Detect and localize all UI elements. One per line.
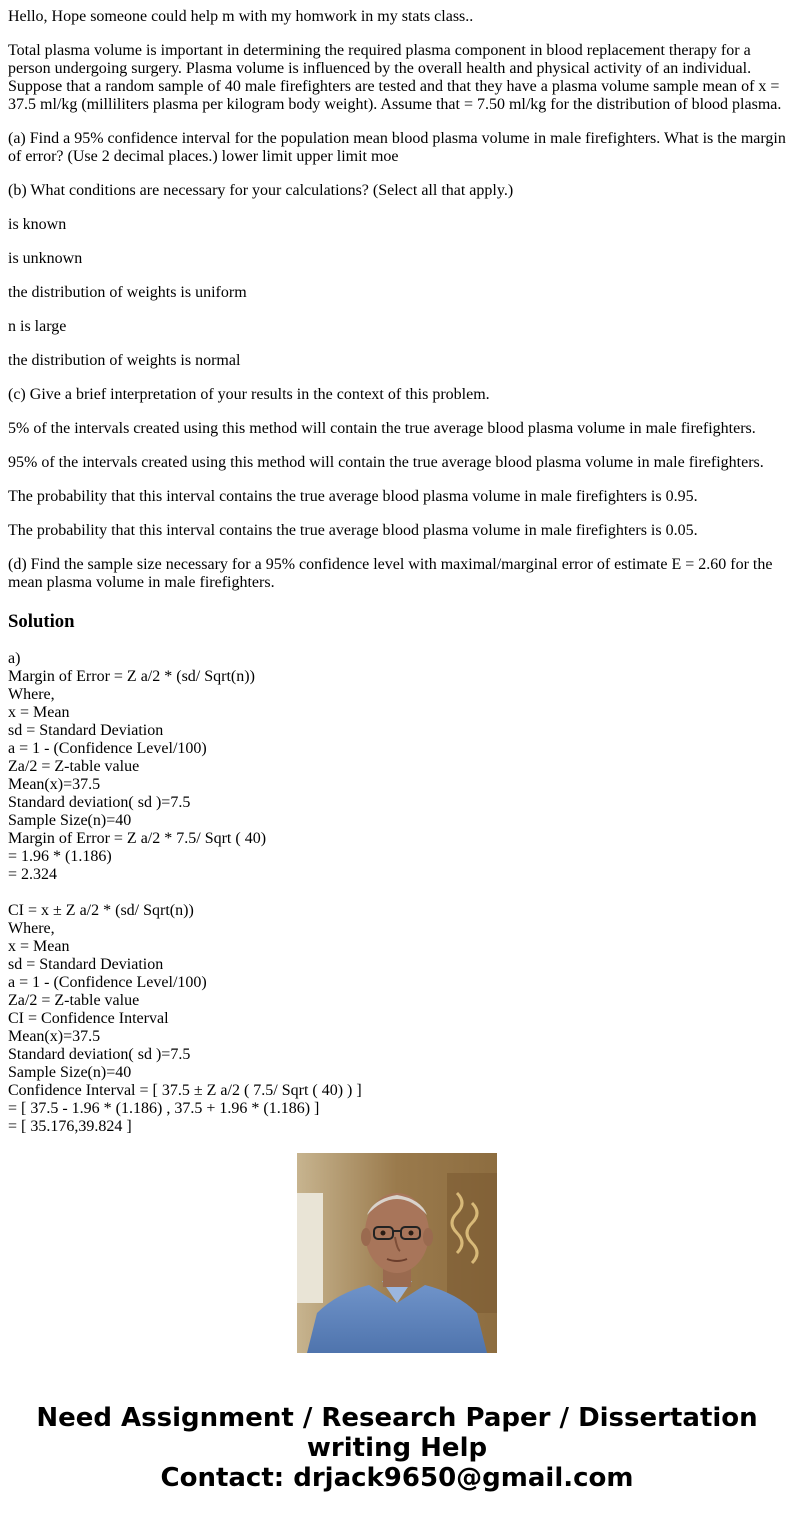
option-text: 95% of the intervals created using this method will contain the true average blood plasma volume in male firefighters. [8, 454, 764, 471]
solution-line: CI = Confidence Interval [8, 1010, 169, 1027]
solution-line: Za/2 = Z-table value [8, 758, 140, 775]
solution-line: = [ 37.5 - 1.96 * (1.186) , 37.5 + 1.96 * (1.186) ] [8, 1100, 320, 1117]
solution-line: sd = Standard Deviation [8, 722, 164, 739]
promo-line: writing Help [306, 1433, 488, 1463]
solution-line: CI = x ± Z a/2 * (sd/ Sqrt(n)) [8, 902, 194, 919]
solution-line: a) [8, 650, 21, 667]
option-text: is known [8, 216, 67, 233]
question-paragraph: (c) Give a brief interpretation of your results in the context of this problem. [8, 386, 490, 403]
question-paragraph: Total plasma volume is important in determining the required plasma component in blood replacement therapy for a person undergoing surgery. Plasma volume is influenced by the overall health and physical activity of an individual. Suppose that a random sample of 40 male firefighters are tested and that they have a plasma volume sample mean of x = 37.5 ml/kg (milliliters plasma per kilogram body weight). Assume that = 7.50 ml/kg for the distribution of blood plasma. [8, 42, 782, 113]
option-text: the distribution of weights is normal [8, 352, 241, 369]
solution-heading: Solution [8, 611, 75, 632]
solution-line: Mean(x)=37.5 [8, 1028, 101, 1045]
solution-line: = 2.324 [8, 866, 58, 883]
solution-line: Sample Size(n)=40 [8, 812, 132, 829]
promo-footer [0, 1403, 794, 1493]
option-text: 5% of the intervals created using this method will contain the true average blood plasma volume in male firefighters. [8, 420, 756, 437]
question-paragraph: (b) What conditions are necessary for your calculations? (Select all that apply.) [8, 182, 514, 199]
solution-line: x = Mean [8, 704, 70, 721]
option-text: n is large [8, 318, 67, 335]
solution-line: a = 1 - (Confidence Level/100) [8, 974, 207, 991]
solution-line: Margin of Error = Z a/2 * (sd/ Sqrt(n)) [8, 668, 255, 685]
solution-line: Where, [8, 686, 55, 703]
contact-line: Contact: drjack9650@gmail.com [160, 1463, 634, 1493]
question-text [8, 0, 788, 608]
solution-line: Standard deviation( sd )=7.5 [8, 794, 191, 811]
question-paragraph: Hello, Hope someone could help m with my homwork in my stats class.. [8, 8, 474, 25]
option-text: The probability that this interval contains the true average blood plasma volume in male firefighters is 0.05. [8, 522, 698, 539]
solution-line: Confidence Interval = [ 37.5 ± Z a/2 ( 7.5/ Sqrt ( 40) ) ] [8, 1082, 362, 1099]
solution-line: Standard deviation( sd )=7.5 [8, 1046, 191, 1063]
solution-line: Margin of Error = Z a/2 * 7.5/ Sqrt ( 40) [8, 830, 267, 847]
option-text: The probability that this interval contains the true average blood plasma volume in male firefighters is 0.95. [8, 488, 698, 505]
solution-line: sd = Standard Deviation [8, 956, 164, 973]
solution-line [8, 884, 788, 902]
solution-line: Za/2 = Z-table value [8, 992, 140, 1009]
solution-line: Mean(x)=37.5 [8, 776, 101, 793]
option-text: is unknown [8, 250, 83, 267]
author-avatar [297, 1153, 497, 1353]
solution-line: Where, [8, 920, 55, 937]
option-text: the distribution of weights is uniform [8, 284, 247, 301]
promo-line: Need Assignment / Research Paper / Dissertation [36, 1403, 758, 1433]
solution-body [8, 650, 788, 1135]
question-paragraph: (d) Find the sample size necessary for a 95% confidence level with maximal/marginal error of estimate E = 2.60 for the mean plasma volume in male firefighters. [8, 556, 773, 591]
solution-line: Sample Size(n)=40 [8, 1064, 132, 1081]
solution-line: x = Mean [8, 938, 70, 955]
question-paragraph: (a) Find a 95% confidence interval for the population mean blood plasma volume in male firefighters. What is the margin of error? (Use 2 decimal places.) lower limit upper limit moe [8, 130, 786, 165]
solution-line: = 1.96 * (1.186) [8, 848, 112, 865]
solution-line: = [ 35.176,39.824 ] [8, 1118, 132, 1135]
solution-line: a = 1 - (Confidence Level/100) [8, 740, 207, 757]
